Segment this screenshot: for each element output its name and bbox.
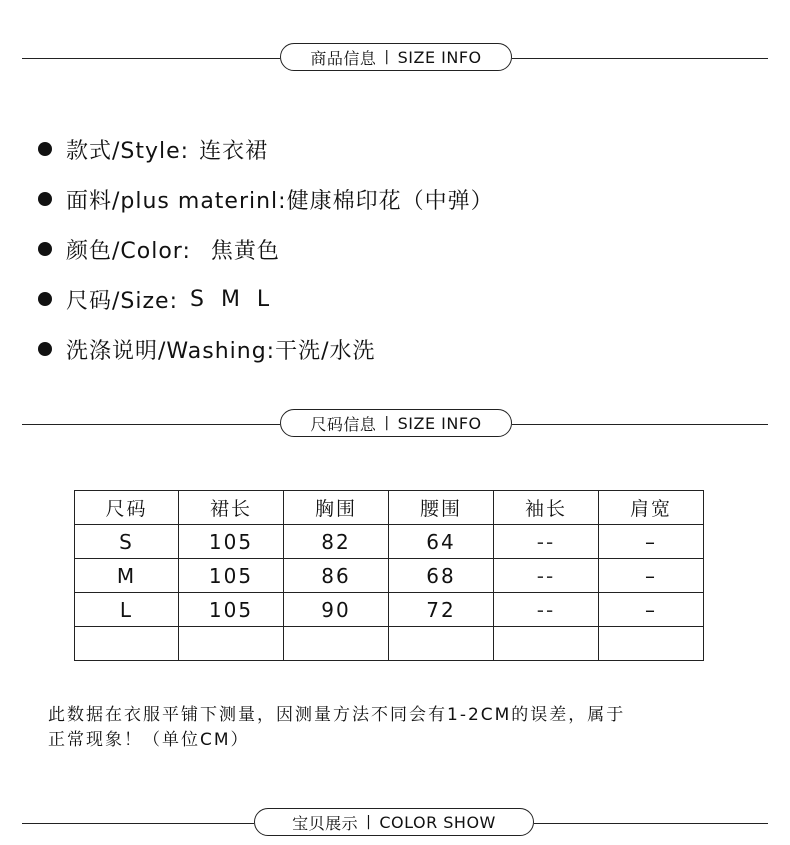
section-title-en: SIZE INFO	[397, 413, 482, 433]
bullet-dot-icon	[38, 342, 52, 356]
section-title-pill	[280, 409, 512, 437]
spec-label: 面料/plus materinl:	[66, 188, 287, 214]
cell-length: 105	[179, 559, 284, 593]
spec-label: 颜色/Color:	[66, 238, 191, 264]
spec-list	[38, 124, 494, 374]
cell-waist: 64	[389, 525, 494, 559]
table-row-empty	[75, 627, 704, 661]
cell-waist: 68	[389, 559, 494, 593]
size-table	[74, 490, 704, 661]
spec-fabric	[38, 174, 494, 224]
divider-left	[22, 823, 254, 824]
cell-empty	[599, 627, 704, 661]
cell-shoulder: –	[599, 593, 704, 627]
section-title-separator: |	[384, 415, 390, 431]
bullet-dot-icon	[38, 242, 52, 256]
cell-sleeve: --	[494, 525, 599, 559]
cell-length: 105	[179, 593, 284, 627]
cell-empty	[179, 627, 284, 661]
spec-value: S M L	[190, 286, 271, 312]
section-title-cn: 尺码信息	[310, 414, 377, 434]
divider-right	[512, 424, 768, 425]
spec-size	[38, 274, 494, 324]
spec-color	[38, 224, 494, 274]
cell-size: L	[75, 593, 179, 627]
spec-style	[38, 124, 494, 174]
cell-empty	[284, 627, 389, 661]
cell-bust: 90	[284, 593, 389, 627]
spec-value: 健康棉印花（中弹）	[286, 188, 494, 214]
bullet-dot-icon	[38, 192, 52, 206]
bullet-dot-icon	[38, 142, 52, 156]
section-title-separator: |	[366, 814, 372, 830]
table-row	[75, 593, 704, 627]
table-header-row	[75, 491, 704, 525]
section-title-separator: |	[384, 49, 390, 65]
size-info-header	[0, 409, 790, 441]
cell-shoulder: –	[599, 525, 704, 559]
header-sleeve: 袖长	[494, 491, 599, 525]
cell-size: M	[75, 559, 179, 593]
header-size: 尺码	[75, 491, 179, 525]
cell-length: 105	[179, 525, 284, 559]
cell-waist: 72	[389, 593, 494, 627]
spec-washing	[38, 324, 494, 374]
cell-empty	[75, 627, 179, 661]
table-row	[75, 525, 704, 559]
spec-value: 焦黄色	[210, 238, 280, 264]
cell-sleeve: --	[494, 559, 599, 593]
cell-shoulder: –	[599, 559, 704, 593]
table-row	[75, 559, 704, 593]
note-line-1: 此数据在衣服平铺下测量，因测量方法不同会有1-2CM的误差，属于	[48, 705, 626, 725]
spec-label: 洗涤说明/Washing:	[66, 338, 276, 364]
cell-empty	[389, 627, 494, 661]
section-title-cn: 商品信息	[310, 48, 377, 68]
section-title-en: COLOR SHOW	[379, 812, 496, 832]
spec-value: 连衣裙	[199, 138, 269, 164]
spec-value: 干洗/水洗	[275, 338, 376, 364]
measurement-note	[48, 703, 748, 753]
header-length: 裙长	[179, 491, 284, 525]
divider-right	[534, 823, 768, 824]
header-shoulder: 肩宽	[599, 491, 704, 525]
section-title-cn: 宝贝展示	[292, 813, 359, 833]
product-info-header	[0, 43, 790, 75]
spec-label: 尺码/Size:	[66, 288, 178, 314]
note-line-2: 正常现象！（单位CM）	[48, 730, 250, 750]
cell-empty	[494, 627, 599, 661]
cell-bust: 82	[284, 525, 389, 559]
header-bust: 胸围	[284, 491, 389, 525]
section-title-pill	[280, 43, 512, 71]
color-show-header	[0, 808, 790, 840]
divider-right	[512, 58, 768, 59]
divider-left	[22, 58, 280, 59]
section-title-en: SIZE INFO	[397, 47, 482, 67]
cell-bust: 86	[284, 559, 389, 593]
bullet-dot-icon	[38, 292, 52, 306]
section-title-pill	[254, 808, 534, 836]
divider-left	[22, 424, 280, 425]
spec-label: 款式/Style:	[66, 138, 190, 164]
cell-size: S	[75, 525, 179, 559]
header-waist: 腰围	[389, 491, 494, 525]
cell-sleeve: --	[494, 593, 599, 627]
